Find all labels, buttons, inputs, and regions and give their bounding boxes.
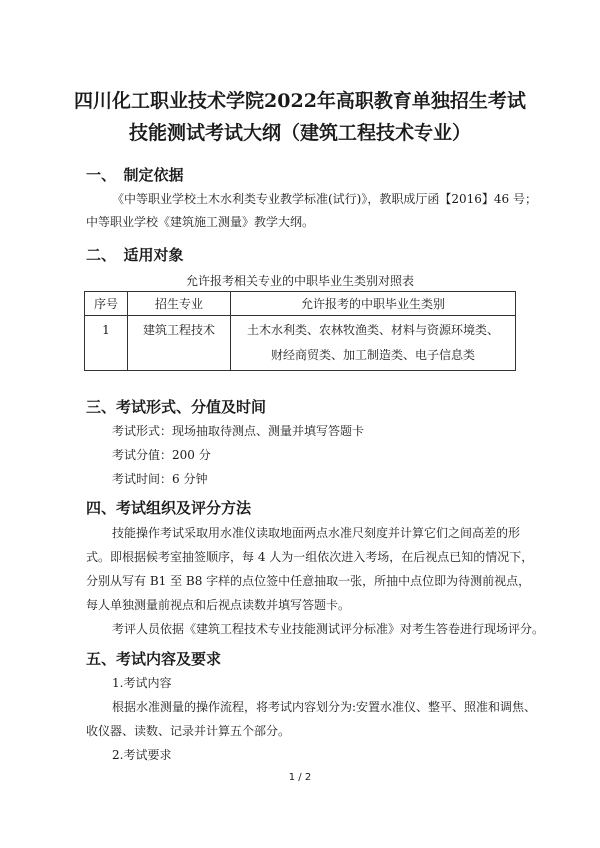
table-cell-major: 建筑工程技术: [128, 316, 231, 371]
page-number: 1 / 2: [288, 772, 312, 783]
table-caption: 允许报考相关专业的中职毕业生类别对照表: [185, 274, 414, 288]
organization-para2: 考评人员依据《建筑工程技术专业技能测试评分标准》对考生答卷进行现场评分。: [112, 622, 545, 636]
table-header-categories: 允许报考的中职毕业生类别: [231, 292, 516, 316]
section-heading-exam-form: 三、考试形式、分值及时间: [86, 398, 267, 416]
section-heading-applicants: 二、 适用对象: [86, 246, 184, 264]
exam-form-line: 考试形式：现场抽取待测点、测量并填写答题卡: [112, 424, 365, 438]
table-cell-categories: [231, 316, 516, 371]
table-cell-no: 1: [85, 316, 128, 371]
content-subheading-2: 2.考试要求: [112, 748, 172, 762]
table-row: [85, 316, 516, 371]
table-header-major: 招生专业: [128, 292, 231, 316]
exam-time-line: 考试时间：6 分钟: [112, 472, 208, 486]
exam-score-line: 考试分值：200 分: [112, 448, 211, 462]
section-heading-organization: 四、考试组织及评分方法: [86, 499, 252, 517]
basis-para-line1: 《中等职业学校土木水利类专业教学标准(试行)》，教职成厅函【2016】46 号；: [112, 192, 537, 206]
content-para-line2: 收仪器、读数、记录并计算五个部分。: [86, 724, 291, 738]
organization-para-line4: 每人单独测量前视点和后视点读数并填写答题卡。: [86, 598, 351, 612]
content-subheading-1: 1.考试内容: [112, 676, 172, 690]
document-title-line2: 技能测试考试大纲（建筑工程技术专业）: [128, 122, 471, 144]
section-heading-content: 五、考试内容及要求: [86, 650, 222, 668]
document-title-line1: 四川化工职业技术学院2022年高职教育单独招生考试: [74, 90, 526, 112]
section-heading-basis: 一、 制定依据: [86, 166, 184, 184]
content-para-line1: 根据水准测量的操作流程，将考试内容划分为:安置水准仪、整平、照准和调焦、: [112, 700, 537, 714]
categories-line1: 土木水利类、农林牧渔类、材料与资源环境类、: [246, 323, 499, 337]
basis-para-line2: 中等职业学校《建筑施工测量》教学大纲。: [86, 215, 315, 229]
table-header-row: [85, 292, 516, 316]
table-header-no: 序号: [85, 292, 128, 316]
organization-para-line1: 技能操作考试采取用水准仪读取地面两点水准尺刻度并计算它们之间高差的形: [112, 526, 521, 540]
organization-para-line2: 式。即根据候考室抽签顺序，每 4 人为一组依次进入考场，在后视点已知的情况下，: [86, 550, 534, 564]
categories-line2: 财经商贸类、加工制造类、电子信息类: [270, 348, 475, 362]
organization-para-line3: 分别从写有 B1 至 B8 字样的点位签中任意抽取一张，所抽中点位即为待测前视点，: [86, 574, 531, 588]
eligibility-table: [84, 291, 516, 371]
